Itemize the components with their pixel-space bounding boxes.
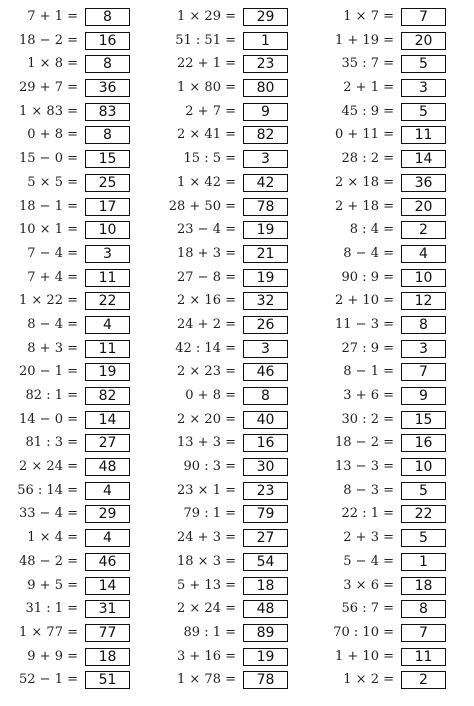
problem-expression: 35 : 7 =: [341, 56, 394, 72]
problem-row: [0, 77, 150, 101]
problem-expression: 2 + 3 =: [343, 530, 394, 546]
problem-expression: 14 − 0 =: [19, 411, 78, 427]
problem-expression: 2 × 24 =: [177, 601, 236, 617]
problem-row: [158, 30, 308, 54]
problem-row: [158, 124, 308, 148]
answer-box[interactable]: 15: [401, 411, 446, 429]
problem-row: [0, 527, 150, 551]
problem-expression: 2 × 23 =: [177, 364, 236, 380]
answer-box[interactable]: 4: [85, 482, 130, 500]
answer-box[interactable]: 82: [85, 387, 130, 405]
problem-row: [158, 338, 308, 362]
problem-row: [316, 456, 466, 480]
problem-column-2: [158, 6, 308, 693]
answer-box[interactable]: 19: [243, 221, 288, 239]
problem-expression: 23 − 4 =: [177, 222, 236, 238]
problem-expression: 3 + 16 =: [177, 648, 236, 664]
answer-box[interactable]: 22: [401, 505, 446, 523]
answer-box[interactable]: 29: [243, 8, 288, 26]
answer-box[interactable]: 89: [243, 624, 288, 642]
problem-expression: 52 − 1 =: [19, 672, 78, 688]
problem-expression: 2 + 1 =: [343, 80, 394, 96]
answer-box[interactable]: 16: [243, 434, 288, 452]
problem-row: [0, 432, 150, 456]
problem-row: [158, 480, 308, 504]
problem-expression: 8 − 3 =: [343, 482, 394, 498]
problem-row: [158, 53, 308, 77]
problem-expression: 1 × 83 =: [19, 103, 78, 119]
problem-expression: 11 − 3 =: [335, 316, 394, 332]
problem-row: [316, 575, 466, 599]
problem-row: [158, 456, 308, 480]
problem-expression: 7 + 1 =: [27, 9, 78, 24]
problem-row: [158, 598, 308, 622]
problem-row: [316, 6, 466, 30]
problem-expression: 5 × 5 =: [27, 174, 78, 190]
problem-row: [316, 314, 466, 338]
problem-expression: 18 − 2 =: [335, 435, 394, 451]
problem-row: [158, 432, 308, 456]
problem-row: [0, 6, 150, 30]
answer-box[interactable]: 5: [401, 482, 446, 500]
answer-box[interactable]: 31: [85, 600, 130, 618]
problem-expression: 2 + 7 =: [185, 103, 236, 119]
problem-row: [158, 6, 308, 30]
problem-row: [0, 669, 150, 693]
problem-row: [158, 101, 308, 125]
problem-row: [158, 196, 308, 220]
answer-box[interactable]: 14: [401, 150, 446, 168]
answer-box[interactable]: 10: [401, 458, 446, 476]
problem-expression: 1 + 10 =: [335, 648, 394, 664]
problem-expression: 9 + 9 =: [27, 648, 78, 664]
problem-row: [158, 622, 308, 646]
answer-box[interactable]: 40: [243, 411, 288, 429]
problem-row: [0, 385, 150, 409]
problem-row: [316, 77, 466, 101]
problem-expression: 1 × 80 =: [177, 80, 236, 96]
problem-expression: 27 − 8 =: [177, 269, 236, 285]
problem-row: [158, 148, 308, 172]
answer-box[interactable]: 16: [401, 434, 446, 452]
problem-expression: 2 × 18 =: [335, 174, 394, 190]
problem-row: [158, 243, 308, 267]
problem-row: [316, 338, 466, 362]
problem-expression: 1 × 78 =: [177, 672, 236, 688]
problem-expression: 3 + 6 =: [343, 388, 394, 403]
problem-expression: 1 × 42 =: [177, 174, 236, 190]
problem-expression: 8 : 4 =: [349, 222, 394, 238]
problem-expression: 3 × 6 =: [343, 577, 394, 593]
answer-box[interactable]: 23: [243, 482, 288, 500]
problem-row: [0, 575, 150, 599]
problem-expression: 13 + 3 =: [177, 435, 236, 451]
problem-row: [316, 219, 466, 243]
problem-row: [316, 124, 466, 148]
problem-row: [316, 432, 466, 456]
problem-expression: 10 × 1 =: [19, 222, 78, 238]
problem-row: [316, 361, 466, 385]
problem-column-3: [316, 6, 466, 693]
answer-box[interactable]: 22: [85, 292, 130, 310]
problem-expression: 1 × 8 =: [27, 56, 78, 72]
answer-box[interactable]: 23: [243, 55, 288, 73]
problem-expression: 7 − 4 =: [27, 245, 78, 261]
answer-box[interactable]: 8: [243, 387, 288, 405]
answer-box[interactable]: 48: [85, 458, 130, 476]
problem-expression: 24 + 2 =: [177, 316, 236, 332]
problem-row: [316, 101, 466, 125]
problem-row: [158, 669, 308, 693]
answer-box[interactable]: 15: [85, 150, 130, 168]
problem-row: [0, 338, 150, 362]
problem-row: [0, 622, 150, 646]
answer-box[interactable]: 25: [85, 174, 130, 192]
answer-box[interactable]: 54: [243, 553, 288, 571]
answer-box[interactable]: 51: [85, 671, 130, 689]
problem-row: [158, 503, 308, 527]
problem-expression: 89 : 1 =: [183, 624, 236, 640]
answer-box[interactable]: 4: [85, 316, 130, 334]
problem-row: [316, 409, 466, 433]
problem-row: [316, 172, 466, 196]
problem-expression: 9 + 5 =: [27, 577, 78, 593]
problem-row: [0, 196, 150, 220]
problem-expression: 7 + 4 =: [27, 269, 78, 285]
answer-box[interactable]: 20: [401, 32, 446, 50]
problem-expression: 0 + 11 =: [335, 127, 394, 143]
problem-row: [0, 172, 150, 196]
problem-row: [0, 101, 150, 125]
answer-box[interactable]: 14: [85, 577, 130, 595]
problem-expression: 18 − 2 =: [19, 32, 78, 48]
answer-box[interactable]: 8: [401, 600, 446, 618]
problem-row: [0, 598, 150, 622]
problem-row: [316, 196, 466, 220]
answer-box[interactable]: 2: [401, 671, 446, 689]
problem-row: [0, 53, 150, 77]
answer-box[interactable]: 3: [243, 150, 288, 168]
problem-row: [158, 575, 308, 599]
answer-box[interactable]: 30: [243, 458, 288, 476]
problem-row: [158, 646, 308, 670]
problem-row: [158, 361, 308, 385]
problem-column-1: [0, 6, 150, 693]
answer-box[interactable]: 5: [401, 529, 446, 547]
problem-expression: 24 + 3 =: [177, 530, 236, 546]
answer-box[interactable]: 32: [243, 292, 288, 310]
answer-box[interactable]: 77: [85, 624, 130, 642]
answer-box[interactable]: 80: [243, 79, 288, 97]
problem-expression: 27 : 9 =: [341, 340, 394, 356]
problem-row: [316, 480, 466, 504]
problem-row: [316, 243, 466, 267]
problem-row: [0, 314, 150, 338]
answer-box[interactable]: 11: [85, 340, 130, 358]
problem-row: [0, 551, 150, 575]
answer-box[interactable]: 18: [85, 648, 130, 666]
problem-row: [316, 503, 466, 527]
problem-expression: 2 × 16 =: [177, 293, 236, 309]
problem-row: [158, 551, 308, 575]
problem-expression: 5 − 4 =: [343, 553, 394, 569]
problem-row: [0, 409, 150, 433]
problem-row: [158, 527, 308, 551]
problem-expression: 31 : 1 =: [25, 601, 78, 617]
answer-box[interactable]: 7: [401, 624, 446, 642]
problem-row: [158, 290, 308, 314]
problem-expression: 90 : 9 =: [341, 269, 394, 285]
answer-box[interactable]: 27: [85, 434, 130, 452]
answer-box[interactable]: 8: [85, 8, 130, 26]
problem-row: [0, 267, 150, 291]
problem-expression: 22 + 1 =: [177, 56, 236, 72]
answer-box[interactable]: 12: [401, 292, 446, 310]
problem-row: [0, 503, 150, 527]
answer-box[interactable]: 19: [243, 269, 288, 287]
answer-box[interactable]: 9: [243, 103, 288, 121]
answer-box[interactable]: 11: [401, 648, 446, 666]
problem-expression: 20 − 1 =: [19, 364, 78, 380]
problem-row: [316, 30, 466, 54]
problem-expression: 1 + 19 =: [335, 32, 394, 48]
answer-box[interactable]: 10: [85, 221, 130, 239]
problem-expression: 33 − 4 =: [19, 506, 78, 522]
problem-row: [316, 646, 466, 670]
problem-expression: 18 − 1 =: [19, 198, 78, 214]
problem-expression: 1 × 2 =: [343, 672, 394, 688]
answer-box[interactable]: 29: [85, 505, 130, 523]
problem-expression: 1 × 77 =: [19, 624, 78, 640]
answer-box[interactable]: 3: [401, 340, 446, 358]
answer-box[interactable]: 1: [401, 553, 446, 571]
problem-row: [316, 669, 466, 693]
answer-box[interactable]: 82: [243, 126, 288, 144]
answer-box[interactable]: 14: [85, 411, 130, 429]
problem-expression: 8 − 4 =: [27, 316, 78, 332]
answer-box[interactable]: 16: [85, 32, 130, 50]
problem-row: [0, 243, 150, 267]
answer-box[interactable]: 3: [243, 340, 288, 358]
answer-box[interactable]: 5: [401, 55, 446, 73]
problem-row: [158, 172, 308, 196]
problem-expression: 56 : 7 =: [341, 601, 394, 617]
answer-box[interactable]: 18: [401, 577, 446, 595]
problem-expression: 13 − 3 =: [335, 459, 394, 475]
answer-box[interactable]: 2: [401, 221, 446, 239]
problem-expression: 1 × 4 =: [27, 530, 78, 546]
answer-box[interactable]: 36: [85, 79, 130, 97]
answer-box[interactable]: 5: [401, 103, 446, 121]
problem-expression: 2 × 24 =: [19, 459, 78, 475]
problem-expression: 2 + 10 =: [335, 293, 394, 309]
problem-expression: 90 : 3 =: [183, 459, 236, 475]
answer-box[interactable]: 7: [401, 363, 446, 381]
answer-box[interactable]: 10: [401, 269, 446, 287]
problem-expression: 18 + 3 =: [177, 245, 236, 261]
problem-expression: 70 : 10 =: [333, 624, 394, 640]
problem-row: [158, 219, 308, 243]
problem-expression: 8 + 3 =: [27, 340, 78, 356]
problem-expression: 2 × 41 =: [177, 127, 236, 143]
answer-box[interactable]: 42: [243, 174, 288, 192]
problem-expression: 45 : 9 =: [341, 103, 394, 119]
problem-row: [0, 361, 150, 385]
problem-expression: 28 : 2 =: [341, 151, 394, 167]
problem-expression: 1 × 7 =: [343, 9, 394, 24]
answer-box[interactable]: 83: [85, 103, 130, 121]
answer-box[interactable]: 3: [85, 245, 130, 263]
answer-box[interactable]: 7: [401, 8, 446, 26]
problem-row: [316, 551, 466, 575]
answer-box[interactable]: 46: [85, 553, 130, 571]
problem-row: [158, 409, 308, 433]
problem-row: [316, 385, 466, 409]
problem-expression: 15 − 0 =: [19, 151, 78, 167]
problem-expression: 42 : 14 =: [175, 340, 236, 356]
answer-box[interactable]: 20: [401, 198, 446, 216]
problem-row: [316, 598, 466, 622]
problem-row: [316, 527, 466, 551]
answer-box[interactable]: 26: [243, 316, 288, 334]
problem-expression: 51 : 51 =: [175, 32, 236, 48]
problem-expression: 23 × 1 =: [177, 482, 236, 498]
problem-row: [0, 124, 150, 148]
answer-box[interactable]: 48: [243, 600, 288, 618]
answer-box[interactable]: 4: [85, 529, 130, 547]
problem-expression: 56 : 14 =: [17, 482, 78, 498]
problem-expression: 29 + 7 =: [19, 80, 78, 96]
answer-box[interactable]: 36: [401, 174, 446, 192]
answer-box[interactable]: 21: [243, 245, 288, 263]
answer-box[interactable]: 11: [85, 269, 130, 287]
problem-expression: 5 + 13 =: [177, 577, 236, 593]
answer-box[interactable]: 19: [85, 363, 130, 381]
problem-expression: 1 × 29 =: [177, 9, 236, 24]
problem-expression: 18 × 3 =: [177, 553, 236, 569]
answer-box[interactable]: 78: [243, 198, 288, 216]
problem-expression: 2 × 20 =: [177, 411, 236, 427]
problem-row: [0, 480, 150, 504]
problem-row: [158, 385, 308, 409]
problem-expression: 1 × 22 =: [19, 293, 78, 309]
answer-box[interactable]: 79: [243, 505, 288, 523]
answer-box[interactable]: 18: [243, 577, 288, 595]
problem-expression: 81 : 3 =: [25, 435, 78, 451]
answer-box[interactable]: 1: [243, 32, 288, 50]
problem-expression: 30 : 2 =: [341, 411, 394, 427]
problem-row: [158, 77, 308, 101]
answer-box[interactable]: 78: [243, 671, 288, 689]
problem-expression: 82 : 1 =: [25, 388, 78, 403]
answer-box[interactable]: 8: [85, 126, 130, 144]
problem-expression: 8 − 4 =: [343, 245, 394, 261]
answer-box[interactable]: 46: [243, 363, 288, 381]
problem-row: [158, 314, 308, 338]
problem-row: [316, 53, 466, 77]
problem-row: [316, 290, 466, 314]
problem-expression: 0 + 8 =: [185, 388, 236, 403]
answer-box[interactable]: 9: [401, 387, 446, 405]
problem-expression: 2 + 18 =: [335, 198, 394, 214]
answer-box[interactable]: 3: [401, 79, 446, 97]
problem-expression: 48 − 2 =: [19, 553, 78, 569]
problem-row: [0, 290, 150, 314]
problem-row: [0, 148, 150, 172]
problem-expression: 0 + 8 =: [27, 127, 78, 143]
answer-box[interactable]: 27: [243, 529, 288, 547]
problem-row: [0, 646, 150, 670]
problem-expression: 79 : 1 =: [183, 506, 236, 522]
problem-row: [0, 30, 150, 54]
answer-box[interactable]: 8: [401, 316, 446, 334]
answer-box[interactable]: 8: [85, 55, 130, 73]
answer-box[interactable]: 11: [401, 126, 446, 144]
problem-row: [0, 219, 150, 243]
problem-row: [316, 622, 466, 646]
answer-box[interactable]: 19: [243, 648, 288, 666]
answer-box[interactable]: 4: [401, 245, 446, 263]
problem-expression: 22 : 1 =: [341, 506, 394, 522]
problem-expression: 8 − 1 =: [343, 364, 394, 380]
problem-expression: 15 : 5 =: [183, 151, 236, 167]
problem-row: [0, 456, 150, 480]
problem-row: [316, 148, 466, 172]
answer-box[interactable]: 17: [85, 198, 130, 216]
problem-row: [316, 267, 466, 291]
problem-row: [158, 267, 308, 291]
problem-expression: 28 + 50 =: [168, 198, 236, 214]
